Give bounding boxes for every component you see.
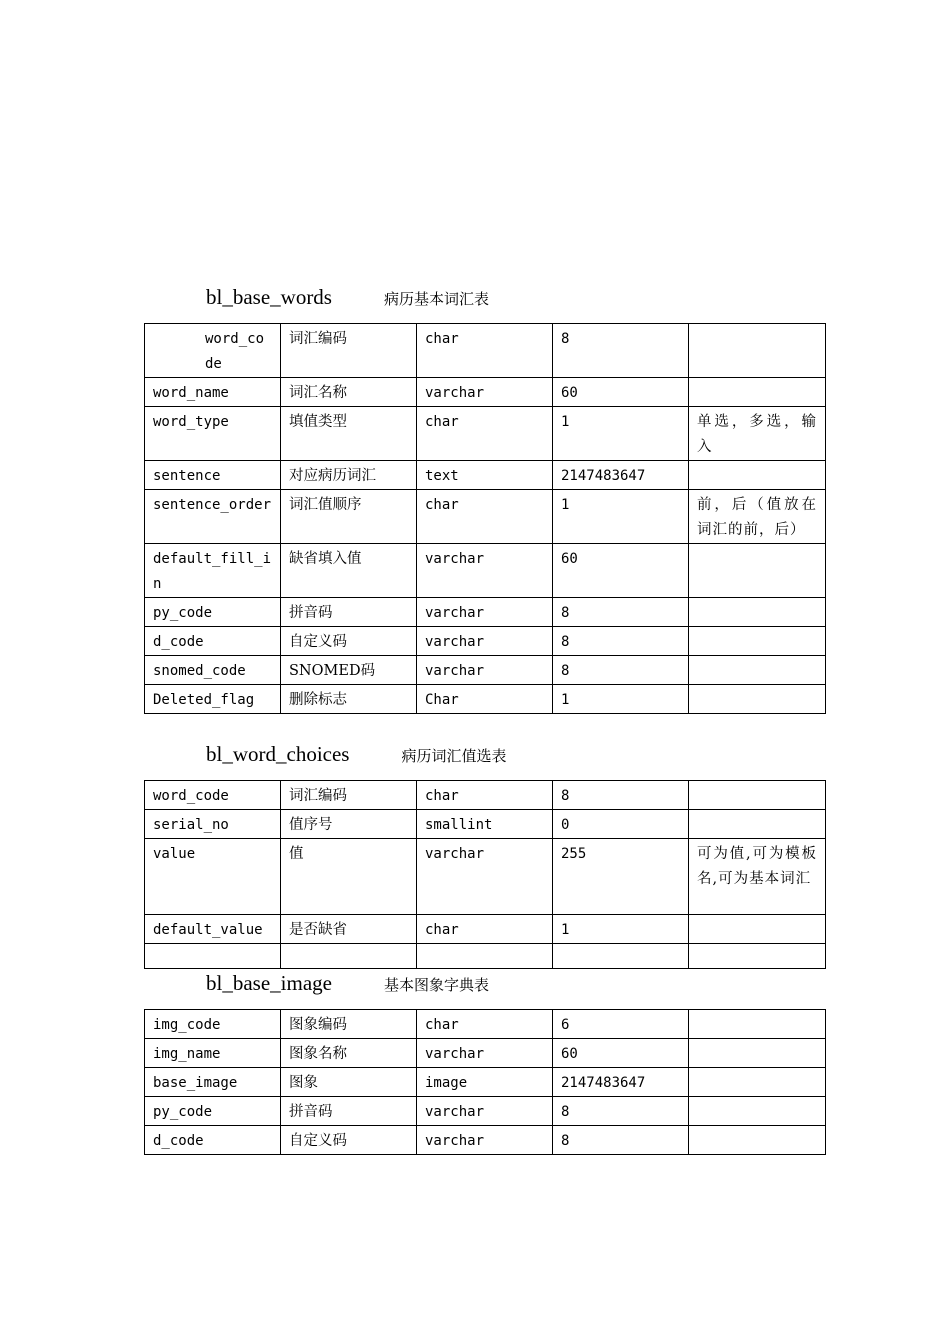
field-type: char: [417, 781, 553, 810]
field-label: 缺省填入值: [281, 544, 417, 598]
field-type: varchar: [417, 1039, 553, 1068]
field-name: sentence: [145, 461, 281, 490]
field-name: img_name: [145, 1039, 281, 1068]
table-row: [145, 1039, 826, 1068]
field-label: 拼音码: [281, 598, 417, 627]
table-name: bl_base_image: [206, 971, 332, 995]
field-length: 8: [553, 324, 689, 378]
table-row: [145, 781, 826, 810]
field-type: char: [417, 490, 553, 544]
field-name: base_image: [145, 1068, 281, 1097]
field-length: 60: [553, 378, 689, 407]
table-description: 病历基本词汇表: [383, 290, 489, 308]
field-note: [689, 461, 826, 490]
field-note: [689, 1097, 826, 1126]
table-row: [145, 598, 826, 627]
field-type: text: [417, 461, 553, 490]
field-name: value: [145, 839, 281, 915]
field-note: [689, 810, 826, 839]
field-note: [689, 915, 826, 944]
table-name: bl_word_choices: [206, 742, 350, 766]
field-length: 1: [553, 407, 689, 461]
field-note: [689, 378, 826, 407]
field-length: 8: [553, 781, 689, 810]
table-row: [145, 839, 826, 915]
table-heading-bl-word-choices: [206, 742, 506, 772]
field-type: varchar: [417, 839, 553, 915]
field-name: d_code: [145, 627, 281, 656]
field-label: 词汇编码: [281, 781, 417, 810]
field-label: 对应病历词汇: [281, 461, 417, 490]
field-type: char: [417, 324, 553, 378]
field-type: char: [417, 915, 553, 944]
field-type: char: [417, 407, 553, 461]
field-name: d_code: [145, 1126, 281, 1155]
field-label: 图象编码: [281, 1010, 417, 1039]
table-heading-bl-base-image: [206, 971, 489, 1001]
field-length: 2147483647: [553, 1068, 689, 1097]
field-label: 拼音码: [281, 1097, 417, 1126]
field-label: 词汇编码: [281, 324, 417, 378]
field-name: sentence_order: [145, 490, 281, 544]
table-row: [145, 490, 826, 544]
field-label: 自定义码: [281, 627, 417, 656]
field-name: Deleted_flag: [145, 685, 281, 714]
field-label: 图象名称: [281, 1039, 417, 1068]
table-row: [145, 1010, 826, 1039]
table-row: [145, 915, 826, 944]
field-note: 前，后（值放在词汇的前，后）: [689, 490, 826, 544]
field-note: [689, 781, 826, 810]
field-note: [689, 685, 826, 714]
field-label: 图象: [281, 1068, 417, 1097]
table-row: [145, 1097, 826, 1126]
field-label: 词汇名称: [281, 378, 417, 407]
table-description: 病历词汇值选表: [401, 747, 507, 765]
field-note: [689, 1010, 826, 1039]
field-length: 60: [553, 544, 689, 598]
field-label: 删除标志: [281, 685, 417, 714]
field-note: [689, 598, 826, 627]
field-name: img_code: [145, 1010, 281, 1039]
field-name: py_code: [145, 1097, 281, 1126]
table-description: 基本图象字典表: [383, 976, 489, 994]
field-name: word_name: [145, 378, 281, 407]
field-name: word_type: [145, 407, 281, 461]
field-note: [689, 627, 826, 656]
field-length: 255: [553, 839, 689, 915]
table-name: bl_base_words: [206, 285, 332, 309]
field-length: 1: [553, 915, 689, 944]
field-type: varchar: [417, 1126, 553, 1155]
field-length: [553, 944, 689, 969]
field-type: smallint: [417, 810, 553, 839]
field-length: 8: [553, 1126, 689, 1155]
field-note: [689, 324, 826, 378]
field-note: [689, 656, 826, 685]
table-bl-base-image: [144, 1009, 826, 1155]
field-type: varchar: [417, 656, 553, 685]
field-note: [689, 1039, 826, 1068]
field-note: 可为值,可为模板名,可为基本词汇: [689, 839, 826, 915]
field-name: [145, 944, 281, 969]
table-row: [145, 544, 826, 598]
field-label: SNOMED码: [281, 656, 417, 685]
table-bl-word-choices: [144, 780, 826, 969]
field-type: Char: [417, 685, 553, 714]
table-row: [145, 685, 826, 714]
field-length: 0: [553, 810, 689, 839]
table-row: [145, 1126, 826, 1155]
field-length: 8: [553, 656, 689, 685]
field-label: 值序号: [281, 810, 417, 839]
field-name: snomed_code: [145, 656, 281, 685]
table-bl-base-words: [144, 323, 826, 714]
field-name: serial_no: [145, 810, 281, 839]
table-row: [145, 1068, 826, 1097]
field-type: varchar: [417, 544, 553, 598]
field-note: 单选，多选，输入: [689, 407, 826, 461]
table-row: [145, 656, 826, 685]
field-label: 是否缺省: [281, 915, 417, 944]
field-label: 自定义码: [281, 1126, 417, 1155]
field-length: 6: [553, 1010, 689, 1039]
field-length: 60: [553, 1039, 689, 1068]
field-type: varchar: [417, 627, 553, 656]
field-type: [417, 944, 553, 969]
field-note: [689, 1126, 826, 1155]
table-row: [145, 324, 826, 378]
table-row: [145, 944, 826, 969]
field-length: 2147483647: [553, 461, 689, 490]
field-length: 8: [553, 1097, 689, 1126]
field-name: word_code: [145, 781, 281, 810]
field-label: 值: [281, 839, 417, 915]
field-name: default_value: [145, 915, 281, 944]
field-note: [689, 544, 826, 598]
field-label: 填值类型: [281, 407, 417, 461]
field-name: word_code: [145, 324, 281, 378]
table-heading-bl-base-words: [206, 285, 489, 315]
field-type: varchar: [417, 598, 553, 627]
field-label: [281, 944, 417, 969]
field-length: 1: [553, 490, 689, 544]
field-note: [689, 944, 826, 969]
field-type: char: [417, 1010, 553, 1039]
field-type: varchar: [417, 1097, 553, 1126]
field-type: image: [417, 1068, 553, 1097]
table-row: [145, 627, 826, 656]
table-row: [145, 378, 826, 407]
field-label: 词汇值顺序: [281, 490, 417, 544]
field-type: varchar: [417, 378, 553, 407]
table-row: [145, 461, 826, 490]
field-name: py_code: [145, 598, 281, 627]
field-length: 8: [553, 598, 689, 627]
field-note: [689, 1068, 826, 1097]
table-row: [145, 810, 826, 839]
field-length: 8: [553, 627, 689, 656]
field-name: default_fill_in: [145, 544, 281, 598]
table-row: [145, 407, 826, 461]
field-length: 1: [553, 685, 689, 714]
